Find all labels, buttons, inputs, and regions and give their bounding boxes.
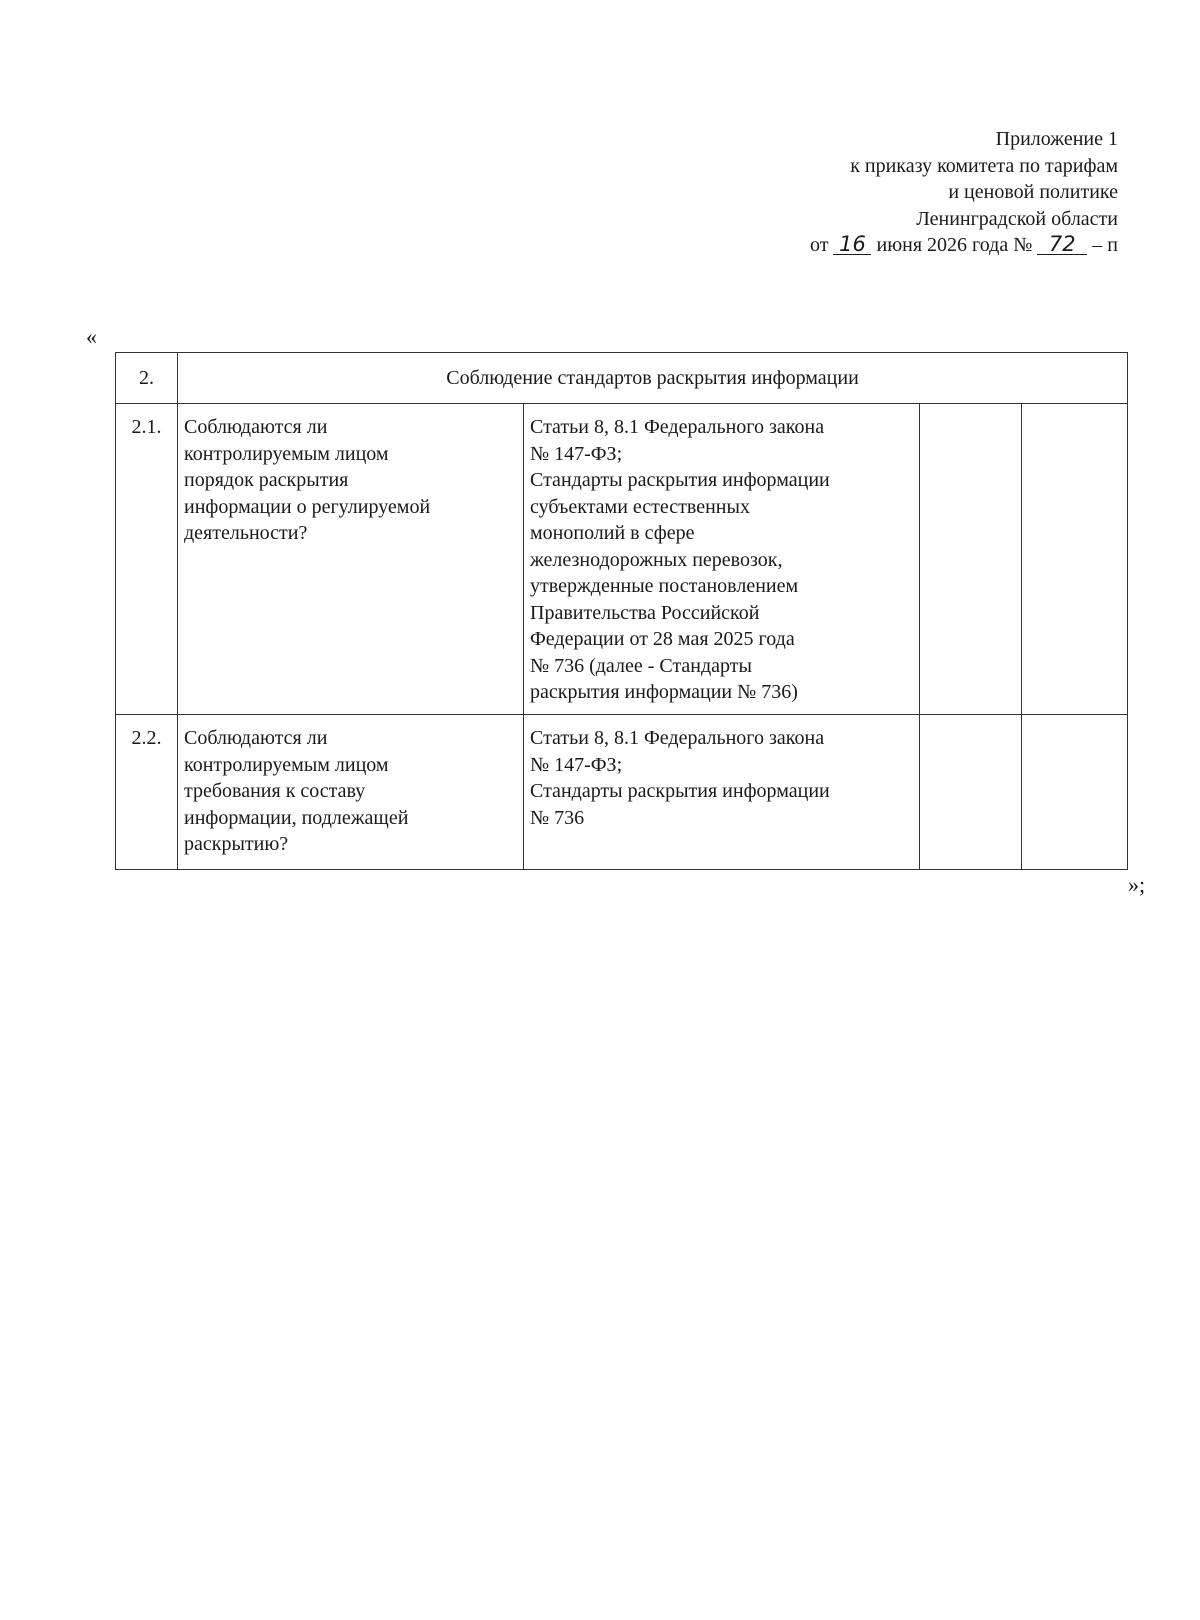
handwritten-day: 16 [833, 234, 871, 255]
appendix-date-line [810, 232, 1118, 259]
row-question: Соблюдаются ли контролируемым лицом требования к составу информации, подлежащей раскрытию? [178, 715, 524, 870]
appendix-title: Приложение 1 [995, 128, 1118, 150]
section-number: 2. [116, 353, 178, 404]
handwritten-order-number: 72 [1037, 234, 1087, 255]
row-answer-cell [920, 404, 1022, 715]
row-answer-cell [920, 715, 1022, 870]
table-row [116, 715, 1128, 870]
requirements-table [115, 352, 1128, 870]
row-note-cell [1022, 715, 1128, 870]
order-suffix: – п [1092, 234, 1118, 256]
date-rest: июня 2026 года № [876, 234, 1033, 256]
appendix-order-ref: к приказу комитета по тарифам [850, 154, 1118, 177]
date-prefix: от [810, 234, 829, 256]
appendix-region: Ленинградской области [916, 207, 1118, 230]
opening-quote: « [86, 324, 97, 349]
appendix-header [810, 126, 1118, 259]
table-row [116, 404, 1128, 715]
row-question: Соблюдаются ли контролируемым лицом порядок раскрытия информации о регулируемой деятельности? [178, 404, 524, 715]
row-note-cell [1022, 404, 1128, 715]
appendix-committee: и ценовой политике [948, 181, 1118, 203]
row-number: 2.1. [116, 404, 178, 715]
closing-quote: »; [1128, 872, 1146, 897]
section-title: Соблюдение стандартов раскрытия информации [178, 353, 1128, 404]
row-number: 2.2. [116, 715, 178, 870]
row-reference: Статьи 8, 8.1 Федерального закона № 147-ФЗ; Стандарты раскрытия информации № 736 [524, 715, 920, 870]
row-reference: Статьи 8, 8.1 Федерального закона № 147-ФЗ; Стандарты раскрытия информации субъектами естественных монополий в сфере железнодорожных перевозок, утвержденные постановлением Правительства Российской Федерации от 28 мая 2025 года № 736 (далее - Стандарты раскрытия информации № 736) [524, 404, 920, 715]
table-section-row [116, 353, 1128, 404]
